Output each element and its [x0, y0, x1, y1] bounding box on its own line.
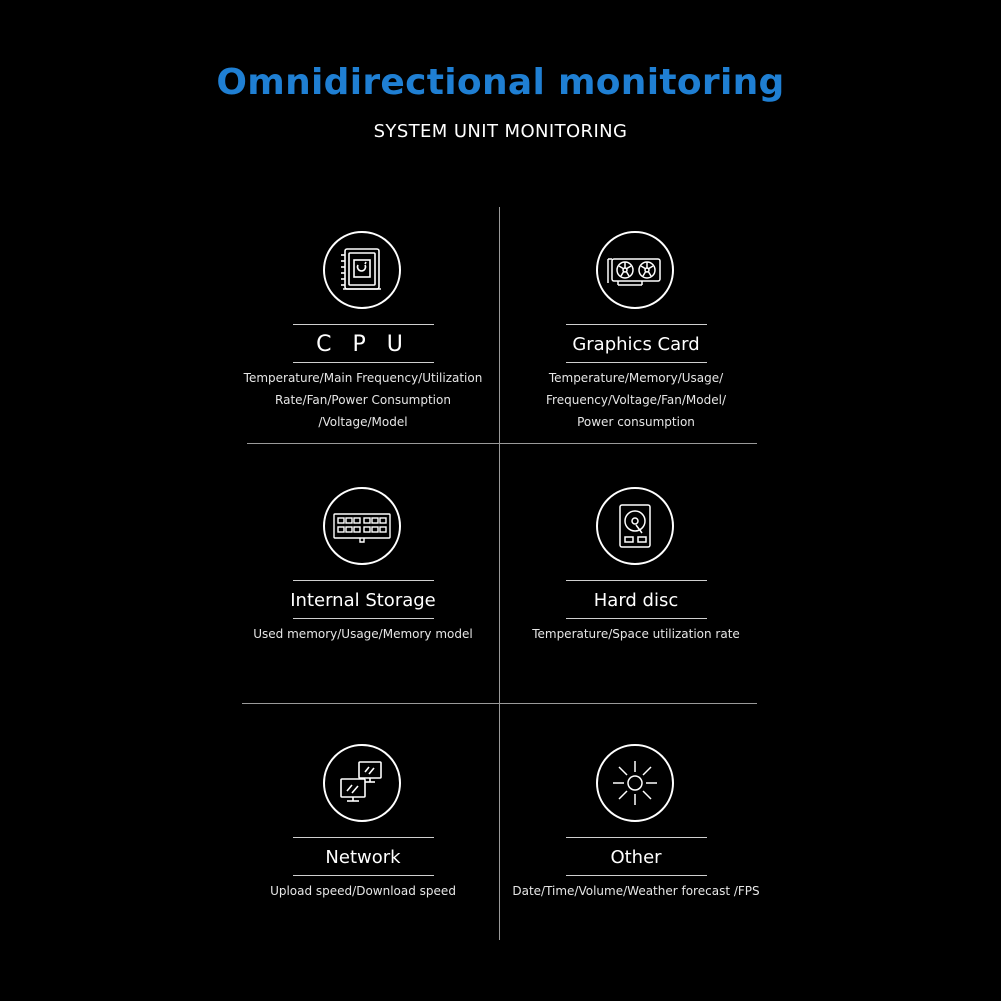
- other-desc: Date/Time/Volume/Weather forecast /FPS: [512, 884, 760, 898]
- cpu-rule-bottom: [293, 362, 434, 363]
- other-rule-bottom: [566, 875, 707, 876]
- other-name: Other: [610, 847, 662, 868]
- sun-icon: [596, 744, 674, 822]
- gpu-name: Graphics Card: [572, 334, 700, 355]
- disc-rule-bottom: [566, 618, 707, 619]
- network-desc: Upload speed/Download speed: [270, 884, 456, 898]
- horizontal-divider-1: [247, 443, 757, 444]
- horizontal-divider-2: [242, 703, 757, 704]
- gpu-desc: Temperature/Memory/Usage/ Frequency/Voltage/Fan/Model/ Power consumption: [546, 371, 726, 429]
- page-title: Omnidirectional monitoring: [216, 62, 785, 103]
- network-rule-top: [293, 837, 434, 838]
- cpu-desc: Temperature/Main Frequency/Utilization Rate/Fan/Power Consumption /Voltage/Model: [243, 371, 483, 429]
- graphics-card-icon: [596, 231, 674, 309]
- gpu-rule-top: [566, 324, 707, 325]
- page-subtitle: SYSTEM UNIT MONITORING: [373, 121, 628, 142]
- network-monitors-icon: [323, 744, 401, 822]
- storage-name: Internal Storage: [290, 590, 436, 611]
- cpu-chip-icon: [323, 231, 401, 309]
- storage-rule-top: [293, 580, 434, 581]
- other-rule-top: [566, 837, 707, 838]
- disc-name: Hard disc: [593, 590, 679, 611]
- disc-rule-top: [566, 580, 707, 581]
- gpu-rule-bottom: [566, 362, 707, 363]
- cpu-name: C P U: [316, 332, 410, 357]
- storage-rule-bottom: [293, 618, 434, 619]
- hard-disk-icon: [596, 487, 674, 565]
- storage-desc: Used memory/Usage/Memory model: [253, 627, 473, 641]
- network-name: Network: [325, 847, 401, 868]
- vertical-divider: [499, 207, 500, 940]
- network-rule-bottom: [293, 875, 434, 876]
- ram-module-icon: [323, 487, 401, 565]
- cpu-rule-top: [293, 324, 434, 325]
- disc-desc: Temperature/Space utilization rate: [532, 627, 740, 641]
